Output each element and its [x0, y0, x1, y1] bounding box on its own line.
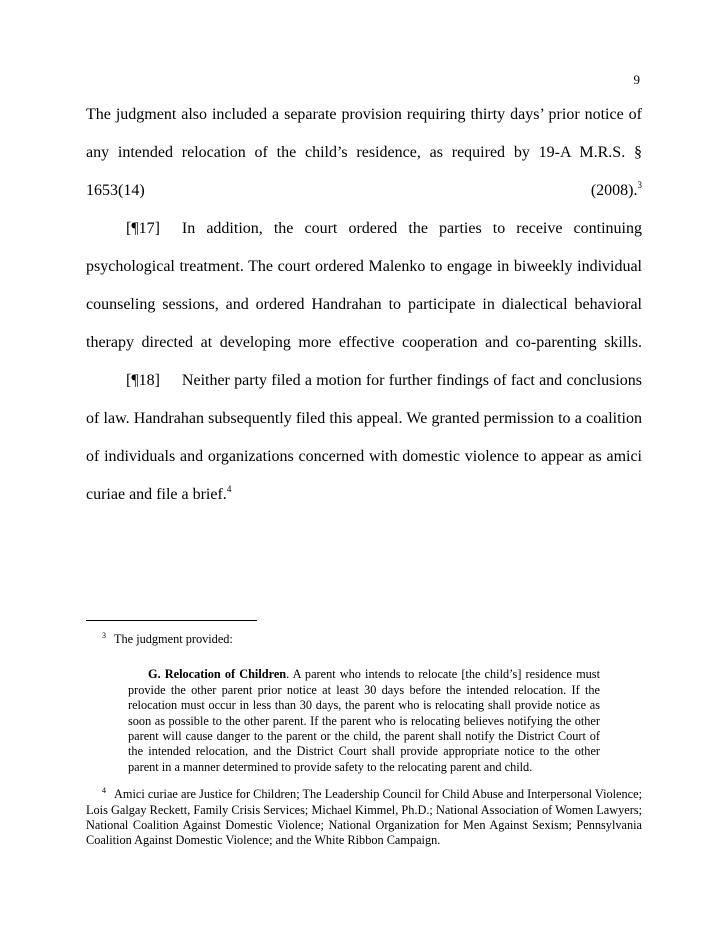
main-text	[86, 96, 642, 514]
paragraph-text: The judgment also included a separate provision requiring thirty days’ prior notice of any intended relocation of the child’s residence, as required by 19-A M.R.S. § 1653(14) (2008).	[86, 106, 642, 199]
footnotes	[86, 628, 642, 849]
paragraph-marker: [¶18]	[126, 372, 160, 389]
quote-body: . A parent who intends to relocate [the child’s] residence must provide the other parent prior notice at least 30 days before the intended relocation. If the relocation must occur in less than 30 days, the parent who is relocating shall provide notice as soon as possible to the other parent. If the parent who is relocating believes notifying the other parent will cause danger to the parent or the child, the parent shall notify the District Court of the intended relocation, and the District Court shall provide appropriate notice to the other parent in a manner determined to provide safety to the relocating parent and child.	[128, 667, 600, 774]
paragraph-16-continued	[86, 96, 642, 210]
paragraph-text: Neither party filed a motion for further findings of fact and conclusions of law. Handrahan subsequently filed this appeal. We granted permission to a coalition of individuals and organizations concerned with domestic violence to appear as amici curiae and file a brief.	[86, 372, 642, 503]
page-number: 9	[633, 72, 640, 87]
paragraph-text: In addition, the court ordered the parties to receive continuing psychological treatment. The court ordered Malenko to engage in biweekly individual counseling sessions, and ordered Handrahan to participate in dialectical behavioral therapy directed at developing more effective cooperation and co-parenting skills.	[86, 220, 642, 351]
footnote-ref-4[interactable]: 4	[226, 484, 232, 494]
footnote-3	[86, 628, 642, 647]
footnote-intro: The judgment provided:	[114, 632, 233, 646]
quote-heading: G. Relocation of Children	[148, 667, 287, 682]
footnote-number: 4	[102, 786, 106, 796]
footnote-separator	[86, 620, 257, 621]
footnote-text: Amici curiae are Justice for Children; The Leadership Council for Child Abuse and Interpersonal Violence; Lois Galgay Reckett, Family Crisis Services; Michael Kimmel, Ph.D.; National Association of Women Lawyers; National Coalition Against Domestic Violence; National Organization for Men Against Sexism; Pennsylvania Coalition Against Domestic Violence; and the White Ribbon Campaign.	[86, 787, 642, 848]
footnote-number: 3	[102, 631, 106, 640]
paragraph-marker: [¶17]	[126, 220, 160, 237]
footnote-4	[86, 783, 642, 849]
paragraph-17	[86, 210, 642, 362]
footnote-ref-3[interactable]: 3	[637, 180, 642, 190]
paragraph-18	[86, 362, 642, 514]
block-quote	[128, 667, 600, 775]
